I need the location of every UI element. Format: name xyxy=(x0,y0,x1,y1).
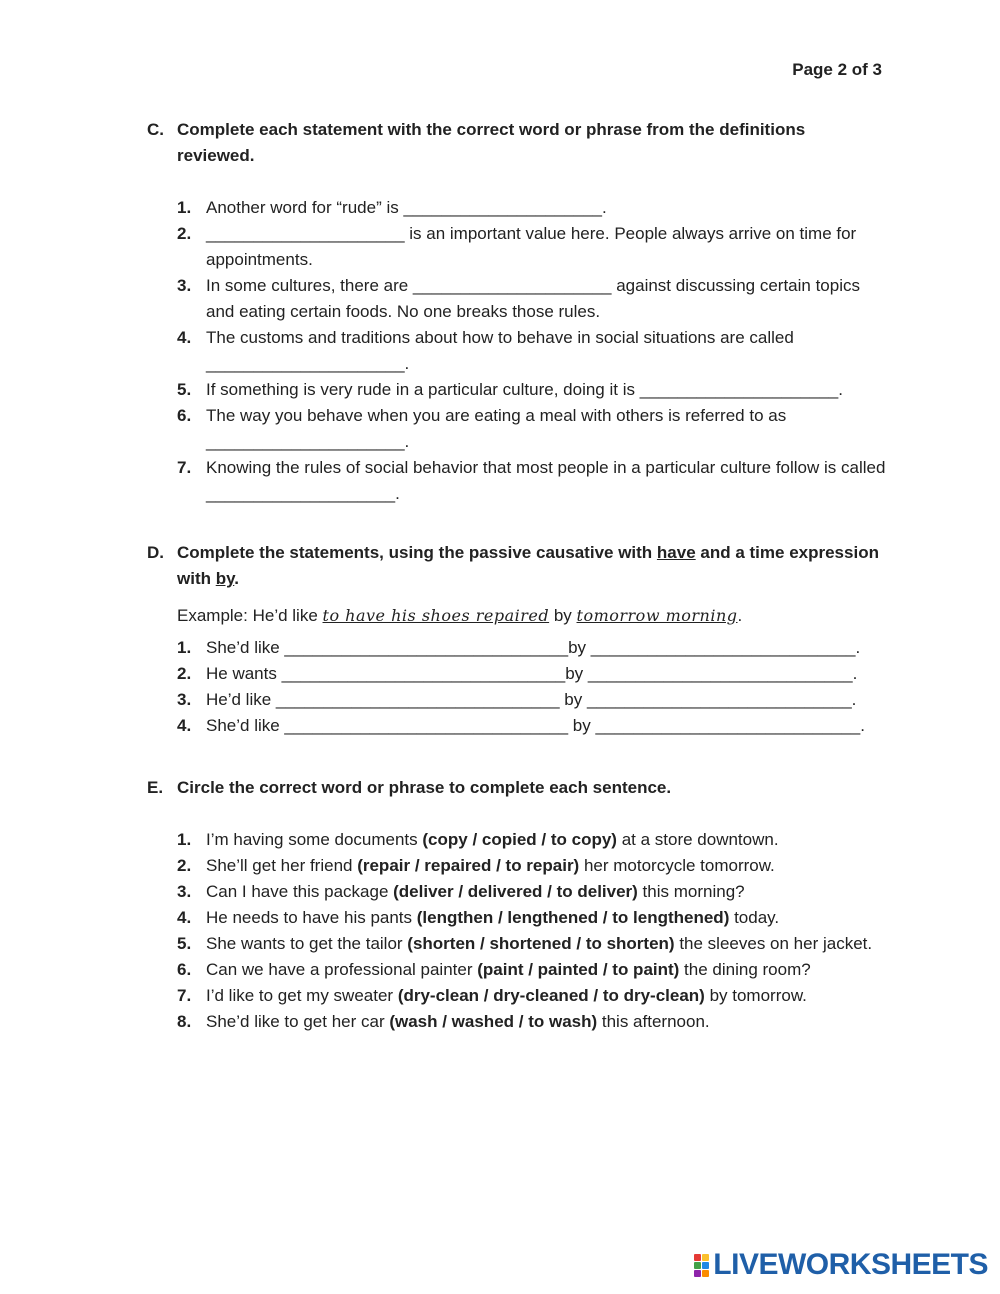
example-line xyxy=(147,603,887,629)
section-instruction xyxy=(177,540,887,592)
list-item xyxy=(177,221,887,273)
list-item xyxy=(177,905,887,931)
item-number: 7. xyxy=(177,458,192,477)
example-end: . xyxy=(737,606,743,625)
answer-options[interactable]: (lengthen / lengthened / to lengthened) xyxy=(416,908,730,927)
list-item xyxy=(177,957,887,983)
section-instruction: Circle the correct word or phrase to complete each sentence. xyxy=(177,778,672,797)
item-text xyxy=(206,983,887,1009)
sentence-start: He needs to have his pants xyxy=(206,908,417,927)
answer-options[interactable]: (repair / repaired / to repair) xyxy=(357,856,580,875)
item-number: 3. xyxy=(177,882,192,901)
sentence-end: this afternoon. xyxy=(597,1012,710,1031)
answer-options[interactable]: (dry-clean / dry-cleaned / to dry-clean) xyxy=(397,986,705,1005)
heading-text: and a time expression with xyxy=(177,543,879,588)
item-number: 4. xyxy=(177,908,192,927)
item-number: 1. xyxy=(177,638,192,657)
sentence-start: Can I have this package xyxy=(206,882,394,901)
list-item xyxy=(177,273,887,325)
sentence-start: Can we have a professional painter xyxy=(206,960,478,979)
item-text: Knowing the rules of social behavior that most people in a particular culture follow is called ____________________. xyxy=(206,458,886,503)
list-item xyxy=(177,879,887,905)
list-item xyxy=(177,827,887,853)
sentence-start: She’d like to get her car xyxy=(206,1012,390,1031)
list-item xyxy=(177,853,887,879)
item-number: 1. xyxy=(177,830,192,849)
answer-options[interactable]: (copy / copied / to copy) xyxy=(422,830,617,849)
logo-square xyxy=(694,1270,701,1277)
section-e xyxy=(147,775,887,1035)
list-item xyxy=(177,325,887,377)
heading-keyword-by: by xyxy=(215,569,235,588)
answer-options[interactable]: (shorten / shortened / to shorten) xyxy=(407,934,675,953)
sentence-start: She wants to get the tailor xyxy=(206,934,408,953)
answer-options[interactable]: (deliver / delivered / to deliver) xyxy=(393,882,638,901)
list-item xyxy=(177,403,887,455)
heading-text: . xyxy=(234,569,240,588)
list-item xyxy=(177,661,887,687)
item-number: 2. xyxy=(177,224,192,243)
item-number: 5. xyxy=(177,934,192,953)
item-text: In some cultures, there are _____________________ against discussing certain topics and eating certain foods. No one breaks those rules. xyxy=(206,276,860,321)
item-text: The way you behave when you are eating a meal with others is referred to as _____________________. xyxy=(206,406,787,451)
item-text xyxy=(206,879,887,905)
list-item xyxy=(177,1009,887,1035)
liveworksheets-logo xyxy=(694,1248,988,1282)
item-number: 3. xyxy=(177,690,192,709)
heading-text: Complete the statements, using the passive causative with xyxy=(177,543,657,562)
item-number: 1. xyxy=(177,198,192,217)
sentence-end: this morning? xyxy=(637,882,745,901)
item-number: 8. xyxy=(177,1012,192,1031)
list-item xyxy=(177,687,887,713)
section-c-list xyxy=(147,195,887,507)
item-text xyxy=(206,1009,887,1035)
sentence-start: I’d like to get my sweater xyxy=(206,986,398,1005)
item-text: She’d like ______________________________by ____________________________. xyxy=(206,638,861,657)
list-item xyxy=(177,377,887,403)
logo-square xyxy=(702,1262,709,1269)
item-number: 2. xyxy=(177,664,192,683)
item-text: The customs and traditions about how to behave in social situations are called _____________________. xyxy=(206,328,794,373)
answer-options[interactable]: (paint / painted / to paint) xyxy=(477,960,680,979)
list-item xyxy=(177,983,887,1009)
item-number: 4. xyxy=(177,716,192,735)
section-letter: C. xyxy=(147,120,164,139)
item-number: 5. xyxy=(177,380,192,399)
sentence-start: I’m having some documents xyxy=(206,830,423,849)
section-d-heading xyxy=(147,540,887,592)
item-number: 7. xyxy=(177,986,192,1005)
list-item xyxy=(177,713,887,739)
item-text: He wants ______________________________by ____________________________. xyxy=(206,664,858,683)
item-text xyxy=(206,905,887,931)
example-answer-2: tomorrow morning xyxy=(576,606,738,625)
section-e-heading xyxy=(147,775,887,801)
sentence-end: her motorcycle tomorrow. xyxy=(579,856,775,875)
section-letter: D. xyxy=(147,543,164,562)
sentence-end: at a store downtown. xyxy=(616,830,779,849)
section-c-heading xyxy=(147,117,887,169)
section-e-list xyxy=(147,827,887,1035)
logo-square xyxy=(702,1270,709,1277)
list-item xyxy=(177,931,887,957)
logo-square xyxy=(694,1254,701,1261)
logo-square xyxy=(694,1262,701,1269)
list-item xyxy=(177,455,887,507)
section-letter: E. xyxy=(147,778,164,797)
section-c xyxy=(147,117,887,507)
logo-square xyxy=(702,1254,709,1261)
section-instruction: Complete each statement with the correct word or phrase from the definitions reviewed. xyxy=(177,120,806,165)
item-text xyxy=(206,853,887,879)
item-number: 3. xyxy=(177,276,192,295)
section-d xyxy=(147,540,887,739)
sentence-end: by tomorrow. xyxy=(704,986,807,1005)
answer-options[interactable]: (wash / washed / to wash) xyxy=(389,1012,598,1031)
page-number: Page 2 of 3 xyxy=(792,60,882,79)
item-text: _____________________ is an important value here. People always arrive on time for appointments. xyxy=(206,224,857,269)
heading-keyword-have: have xyxy=(656,543,696,562)
item-text xyxy=(206,931,887,957)
item-text: She’d like ______________________________ by ____________________________. xyxy=(206,716,865,735)
logo-icon xyxy=(694,1254,709,1277)
section-d-list xyxy=(147,635,887,739)
item-text: He’d like ______________________________ by ____________________________. xyxy=(206,690,857,709)
list-item xyxy=(177,195,887,221)
item-text: Another word for “rude” is _____________________. xyxy=(206,198,607,217)
sentence-end: today. xyxy=(729,908,780,927)
example-by: by xyxy=(549,606,577,625)
sentence-end: the dining room? xyxy=(679,960,811,979)
sentence-start: She’ll get her friend xyxy=(206,856,358,875)
item-number: 6. xyxy=(177,406,192,425)
item-number: 6. xyxy=(177,960,192,979)
example-label: Example: He’d like xyxy=(177,606,323,625)
item-number: 4. xyxy=(177,328,192,347)
item-text: If something is very rude in a particular culture, doing it is _____________________. xyxy=(206,380,843,399)
item-text xyxy=(206,827,887,853)
item-text xyxy=(206,957,887,983)
sentence-end: the sleeves on her jacket. xyxy=(674,934,873,953)
logo-text: LIVEWORKSHEETS xyxy=(713,1248,988,1281)
item-number: 2. xyxy=(177,856,192,875)
list-item xyxy=(177,635,887,661)
example-answer-1: to have his shoes repaired xyxy=(322,606,550,625)
